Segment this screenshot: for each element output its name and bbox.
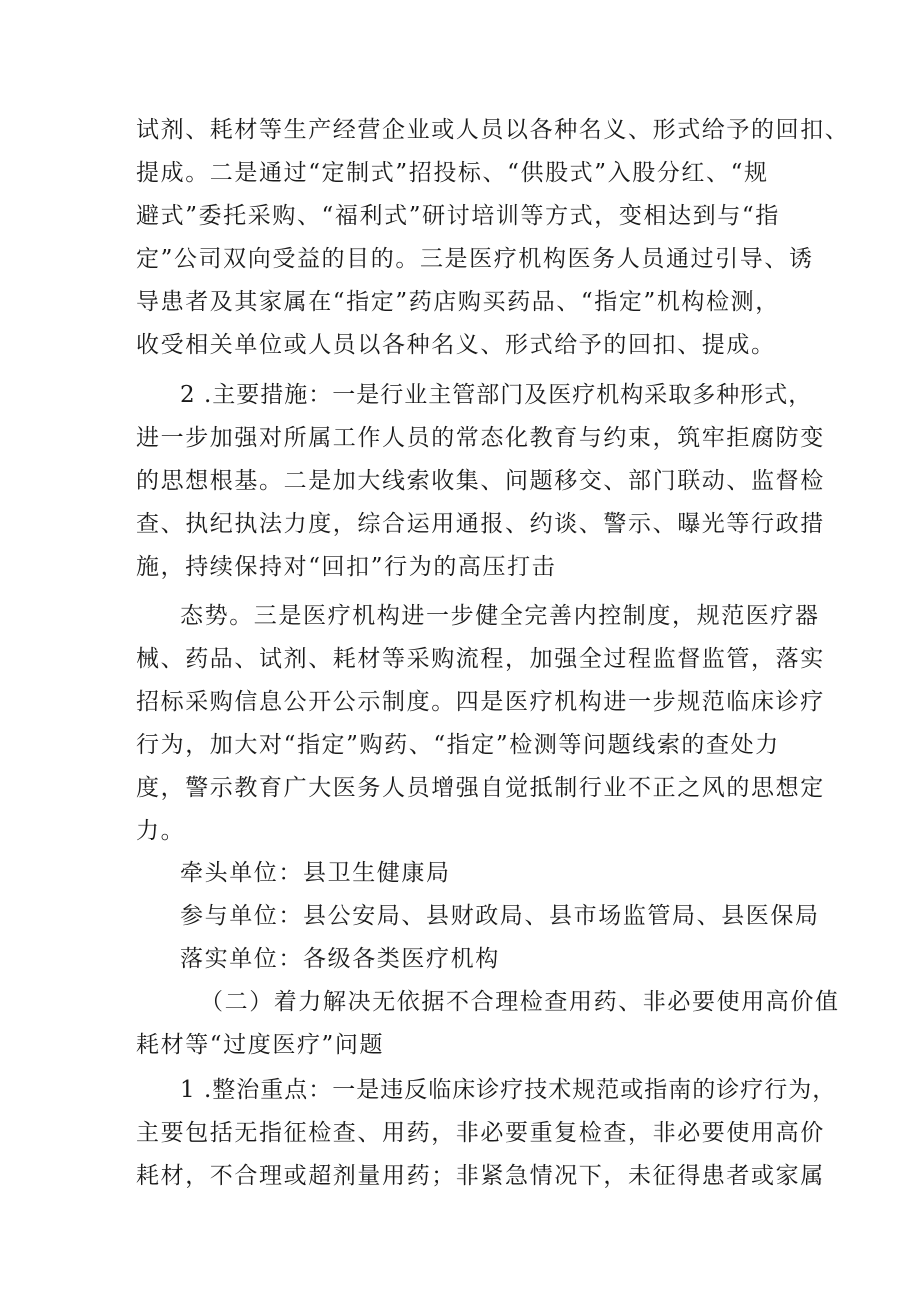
- text-line: 的思想根基。二是加大线索收集、问题移交、部门联动、监督检: [136, 468, 825, 494]
- section-heading-main-measures: 2 .主要措施：一是行业主管部门及医疗机构采取多种形式，: [180, 382, 813, 408]
- lead-unit: 牵头单位：县卫生健康局: [180, 860, 451, 886]
- text-line: 主要包括无指征检查、用药，非必要重复检查，非必要使用高价: [136, 1120, 825, 1146]
- text-line: 耗材，不合理或超剂量用药；非紧急情况下，未征得患者或家属: [136, 1163, 825, 1189]
- text-line: 查、执纪执法力度，综合运用通报、约谈、警示、曝光等行政措: [136, 511, 825, 537]
- text-line: 提成。二是通过“定制式”招投标、“供股式”入股分红、“规: [136, 160, 769, 186]
- text-line: 定”公司双向受益的目的。三是医疗机构医务人员通过引导、诱: [136, 246, 814, 272]
- text-line: 度，警示教育广大医务人员增强自觉抵制行业不正之风的思想定: [136, 775, 825, 801]
- section-heading-overtreatment: （二）着力解决无依据不合理检查用药、非必要使用高价值: [200, 989, 840, 1015]
- text-line: 收受相关单位或人员以各种名义、形式给予的回扣、提成。: [136, 332, 776, 358]
- text-line: 避式”委托采购、“福利式”研讨培训等方式，变相达到与“指: [136, 203, 780, 229]
- text-line: 进一步加强对所属工作人员的常态化教育与约束，筑牢拒腐防变: [136, 425, 825, 451]
- text-line: 导患者及其家属在“指定”药店购买药品、“指定”机构检测，: [136, 289, 780, 315]
- section-heading-rectification-focus: 1 .整治重点：一是违反临床诊疗技术规范或指南的诊疗行为，: [180, 1077, 837, 1103]
- participating-units: 参与单位：县公安局、县财政局、县市场监管局、县医保局: [180, 903, 820, 929]
- implementing-units: 落实单位：各级各类医疗机构: [180, 946, 500, 972]
- text-line: 行为，加大对“指定”购药、“指定”检测等问题线索的查处力: [136, 732, 780, 758]
- text-line: 械、药品、试剂、耗材等采购流程，加强全过程监督监管，落实: [136, 646, 825, 672]
- text-line: 耗材等“过度医疗”问题: [136, 1032, 385, 1058]
- text-line: 施，持续保持对“回扣”行为的高压打击: [136, 554, 557, 580]
- text-line: 试剂、耗材等生产经营企业或人员以各种名义、形式给予的回扣、: [136, 117, 850, 143]
- text-line: 招标采购信息公开公示制度。四是医疗机构进一步规范临床诊疗: [136, 689, 825, 715]
- text-line: 力。: [136, 818, 186, 844]
- text-line: 态势。三是医疗机构进一步健全完善内控制度，规范医疗器: [180, 603, 820, 629]
